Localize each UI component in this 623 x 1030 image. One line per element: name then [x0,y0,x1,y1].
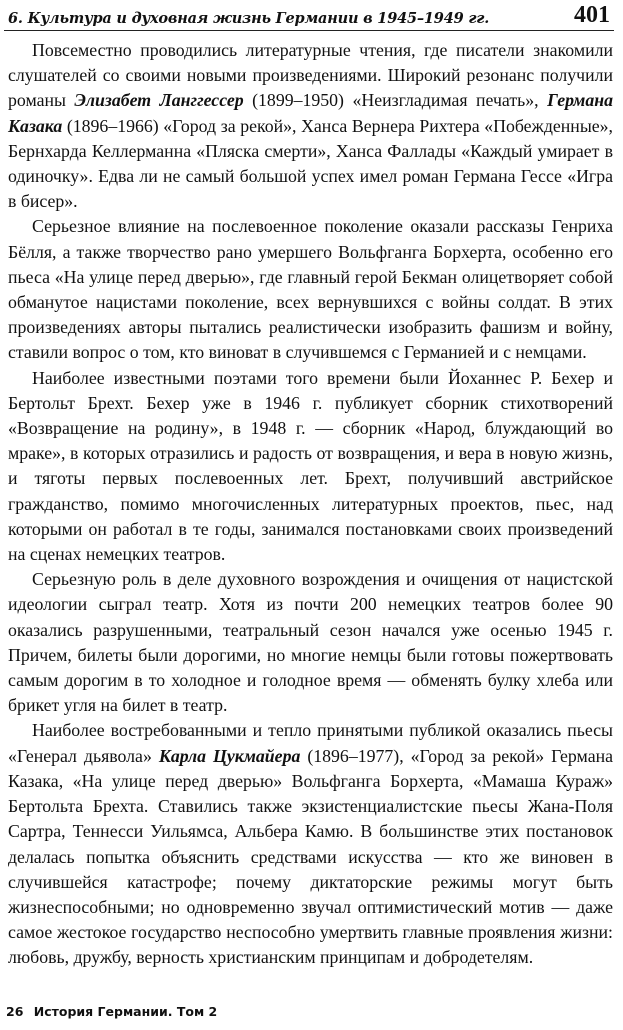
page-number: 401 [574,2,610,28]
author-name: Карла Цукмайера [158,745,301,766]
text-run: (1899–1950) «Неизгладимая печать», [243,90,548,111]
book-title: История Германии. Том 2 [33,1004,218,1019]
text-run: Повсеместно проводились литературные чтения, где писатели знакомили слушателей со своими новыми произведениями. Широкий резонанс получили романы [8,40,613,111]
text-run: Серьезную роль в деле духовного возрождения и очищения от нацистской идеологии сыграл театр. Хотя из почти 200 немецких театров более 90 оказались разрушенными, театральный сезон начался уже осенью 1945 г. Причем, билеты были дорогими, но многие немцы были готовы пожертвовать самым дорогим в то холодное и голодное время — обменять булку хлеба или брикет угля на билет в театр. [8,569,613,716]
paragraph [8,214,613,365]
text-run: (1896–1977), «Город за рекой» Германа Казака, «На улице перед дверью» Вольфганга Борхерта, «Мамаша Кураж» Бертольта Брехта. Ставились также экзистенциалистские пьесы Жана-Поля Сартра, Теннесси Уильямса, Альбера Камю. В большинстве этих постановок делалась попытка объяснить средствами искусства — кто же виновен в случившейся катастрофе; почему диктаторские режимы могут быть жизнеспособными; но одновременно звучал оптимистический мотив — даже самое жестокое государство неспособно умертвить главные проявления жизни: любовь, дружбу, верность христианским принципам и добродетелям. [8,745,613,968]
text-run: Серьезное влияние на послевоенное поколение оказали рассказы Генриха Бёлля, а также творчество рано умершего Вольфганга Борхерта, особенно его пьеса «На улице перед дверью», где главный герой Бекман олицетворяет собой обманутое нацистами поколение, всех вернувшихся с войны солдат. В этих произведениях авторы пытались реалистически изобразить фашизм и войну, ставили вопрос о том, кто виноват в случившемся с Германией и с немцами. [8,216,613,363]
author-name: Элизабет Ланггессер [74,90,244,111]
signature-number: 26 [6,1004,24,1019]
footer-signature [6,1004,223,1019]
paragraph [8,38,613,214]
paragraph [8,718,613,970]
body-text [8,38,613,971]
running-header [4,0,614,31]
text-run: Наиболее востребованными и тепло принятыми публикой оказались пьесы «Генерал дьявола» [8,720,613,766]
author-name: Германа Казака [8,90,614,136]
text-run: Наиболее известными поэтами того времени были Йоханнес Р. Бехер и Бертольт Брехт. Бехер уже в 1946 г. публикует сборник стихотворений «Возвращение на родину», в 1948 г. — сборник «Народ, блуждающий во мраке», в которых отразились и радость от возвращения, и вера в новую жизнь, и тяготы первых послевоенных лет. Брехт, получивший австрийское гражданство, помимо многочисленных литературных проектов, пьес, над которыми он работал в те годы, занимался постановками своих произведений на сценах немецких театров. [8,367,613,565]
paragraph [8,366,613,568]
chapter-title: 6. Культура и духовная жизнь Германии в 1945–1949 гг. [8,10,490,27]
paragraph [8,567,613,718]
text-run: (1896–1966) «Город за рекой», Ханса Вернера Рихтера «Побежденные», Бернхарда Келлерманна «Пляска смерти», Ханса Фаллады «Каждый умирает в одиночку». Едва ли не самый большой успех имел роман Германа Гессе «Игра в бисер». [8,115,613,212]
